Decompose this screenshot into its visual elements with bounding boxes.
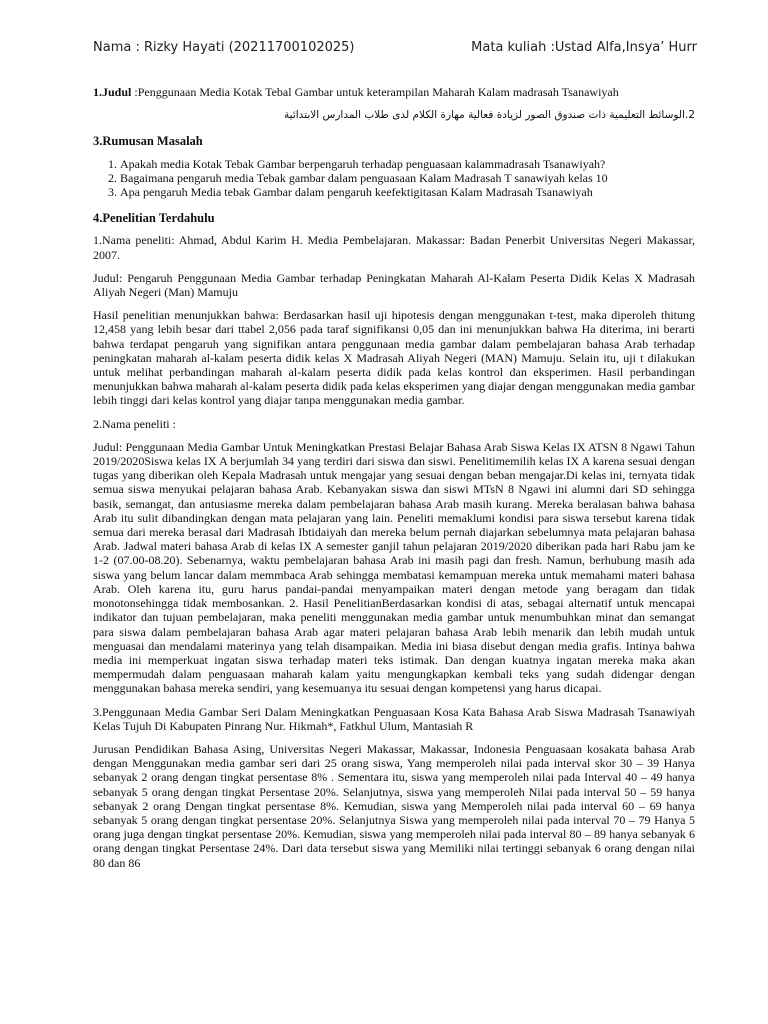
paragraph: Judul: Pengaruh Penggunaan Media Gambar terhadap Peningkatan Maharah Al-Kalam Peserta Didik Kelas X Madrasah Aliyah Negeri (Man) Mamuju bbox=[93, 270, 695, 300]
paragraph: 2.Nama peneliti : bbox=[93, 416, 176, 431]
paragraph: Jurusan Pendidikan Bahasa Asing, Universitas Negeri Makassar, Makassar, Indonesia Penguasaan kosakata bahasa Arab dengan Menggunakan media gambar seri dari 25 orang siswa, Yang memperoleh nilai pada interval skor 30 – 39 Hanya sebanyak 2 orang dengan tingkat persentase 8% . Sementara itu, siswa yang memperoleh nilai pada Interval 40 – 49 hanya sebanyak 5 orang dengan tingkat Persentase 20%. Selanjutnya, siswa yang memperoleh Nilai pada interval 50 – 59 hanya sebanyak 2 orang Dengan tingkat persentase 8%. Kemudian, siswa yang Memperoleh nilai pada interval 60 – 69 hanya sebanyak 5 orang dengan tingkat persentase 20%. Selanjutnya Siswa yang memperoleh nilai pada interval 70 – 79 Hanya 5 orang juga dengan tingkat persentase 20%. Kemudian, siswa yang memperoleh nilai pada interval 80 – 89 hanya sebanyak 6 orang dengan tingkat Persentase 24%. Dari data tersebut siswa yang Memiliki nilai tertinggi sebanyak 6 orang dengan nilai 80 dan 86 bbox=[93, 741, 695, 870]
document-body bbox=[93, 85, 695, 870]
list-item: 3. Apa pengaruh Media tebak Gambar dalam pengaruh keefektigitasan Kalam Madrasah Tsanawiyah bbox=[120, 185, 695, 199]
title-label: 1.Judul bbox=[93, 85, 132, 99]
student-name: Nama : Rizky Hayati (20211700102025) bbox=[93, 40, 355, 55]
list-item: 1. Apakah media Kotak Tebak Gambar berpengaruh terhadap penguasaan kalammadrasah Tsanawiyah? bbox=[120, 157, 695, 171]
paragraph: 1.Nama peneliti: Ahmad, Abdul Karim H. Media Pembelajaran. Makassar: Badan Penerbit Universitas Negeri Makassar, 2007. bbox=[93, 233, 695, 262]
page-header bbox=[93, 40, 695, 64]
title-line bbox=[93, 85, 695, 99]
paragraph: Judul: Penggunaan Media Gambar Untuk Meningkatkan Prestasi Belajar Bahasa Arab Siswa Kelas IX ATSN 8 Ngawi Tahun 2019/2020Siswa kelas IX A berjumlah 34 yang terdiri dari siswa dan siswi. Penelitimemilih kelas IX A karena sesuai dengan tugas yang diberikan oleh Kepala Madrasah untuk mengajar yang sesuai dengan beban mengajar.Di kelas ini, ternyata tidak semua siswa menyukai pelajaran bahasa Arab. Kebanyakan siswa dan siswi MTsN 8 Ngawi ini alumni dari SD sehingga basik, semangat, dan antusiasme mereka dalam pembelajaran bahasa Arab masih kurang. Mereka beralasan bahwa bahasa Arab itu sulit dibandingkan dengan mata pelajaran yang lain. Peneliti memaklumi kondisi para siswa tersebut karena tidak semua dari mereka berasal dari Madrasah Ibtidaiyah dan mereka belum pernah diajarkan sebelumnya mata pelajaran bahasa Arab. Jadwal materi bahasa Arab di kelas IX A semester ganjil tahun pelajaran 2019/2020 diberikan pada hari Rabu jam ke 1-2 (07.00-08.20). Sebenarnya, waktu pembelajaran bahasa Arab ini masih pagi dan fresh. Namun, berhubung masih ada siswa yang belum lancar dalam memmbaca Arab sehingga membatasi kemampuan mereka untuk memahami materi bahasa Arab. Oleh karena itu, guru harus pandai-pandai menyampaikan materi dengan metode yang beragam dan tidak monotonsehingga tidak membosankan. 2. Hasil PenelitianBerdasarkan kondisi di atas, sebagai alternatif untuk mencapai indikator dan tujuan pembelajaran, maka peneliti menggunakan media gambar untuk menumbuhkan minat dan semangat para siswa dalam pembelajaran bahasa Arab agar materi pelajaran bahasa Arab lebih menarik dan lebih mudah untuk menguasai dan mendalami materinya yang telah disampaikan. Media ini biasa disebut dengan media grafis. Intinya bahwa media ini memperkuat ingatan siswa terhadap materi teks istimak. Dan dengan kuatnya ingatan mereka maka akan mempermudah dalam penguasaan maharah kalam yaitu mengungkapkan kembali teks yang sudah didengar dengan menggunakan bahasa mereka sendiri, yang kesemuanya itu sesuai dengan kompetensi yang harus dicapai. bbox=[93, 439, 695, 696]
course-name: Mata kuliah :Ustad Alfa,Insya’ Hurr bbox=[471, 40, 697, 55]
heading-rumusan-masalah: 3.Rumusan Masalah bbox=[93, 134, 203, 149]
title-text: :Penggunaan Media Kotak Tebal Gambar untuk keterampilan Maharah Kalam madrasah Tsanawiyah bbox=[131, 85, 619, 99]
problem-list bbox=[93, 157, 695, 200]
list-item: 2. Bagaimana pengaruh media Tebak gambar dalam penguasaan Kalam Madrasah T sanawiyah kelas 10 bbox=[120, 171, 695, 185]
paragraph: 3.Penggunaan Media Gambar Seri Dalam Meningkatkan Penguasaan Kosa Kata Bahasa Arab Siswa Madrasah Tsanawiyah Kelas Tujuh Di Kabupaten Pinrang Nur. Hikmah*, Fatkhul Ulum, Mantasiah R bbox=[93, 704, 695, 733]
heading-penelitian-terdahulu: 4.Penelitian Terdahulu bbox=[93, 211, 215, 226]
paragraph: Hasil penelitian menunjukkan bahwa: Berdasarkan hasil uji hipotesis dengan menggunakan t-test, maka diperoleh thitung 12,458 yang lebih besar dari ttabel 2,056 pada taraf signifikansi 0,05 dan ini menunjukkan bahwa Ha diterima, ini berarti bahwa terdapat pengaruh yang signifikan antara penggunaan media gambar dalam pembelajaran bahasa Arab terhadap peningkatan maharah al-kalam peserta didik kelas X Madrasah Aliyah Negeri (MAN) Mamuju. Selain itu, uji t dilakukan untuk melihat perbandingan maharah al-kalam peserta didik pada kelas kontrol dan eksperimen. Hasil perbandingan menunjukkan bahwa maharah al-kalam peserta didik pada kelas eksperimen yang diajar dengan menggunakan media gambar lebih tinggi dari kelas kontrol yang diajar tanpa menggunakan media gambar. bbox=[93, 308, 695, 408]
arabic-title: 2.الوسائط التعليمية ذات صندوق الصور لزيادة فعالية مهارة الكلام لدى طلاب المدارس الابتدائية bbox=[284, 109, 695, 122]
